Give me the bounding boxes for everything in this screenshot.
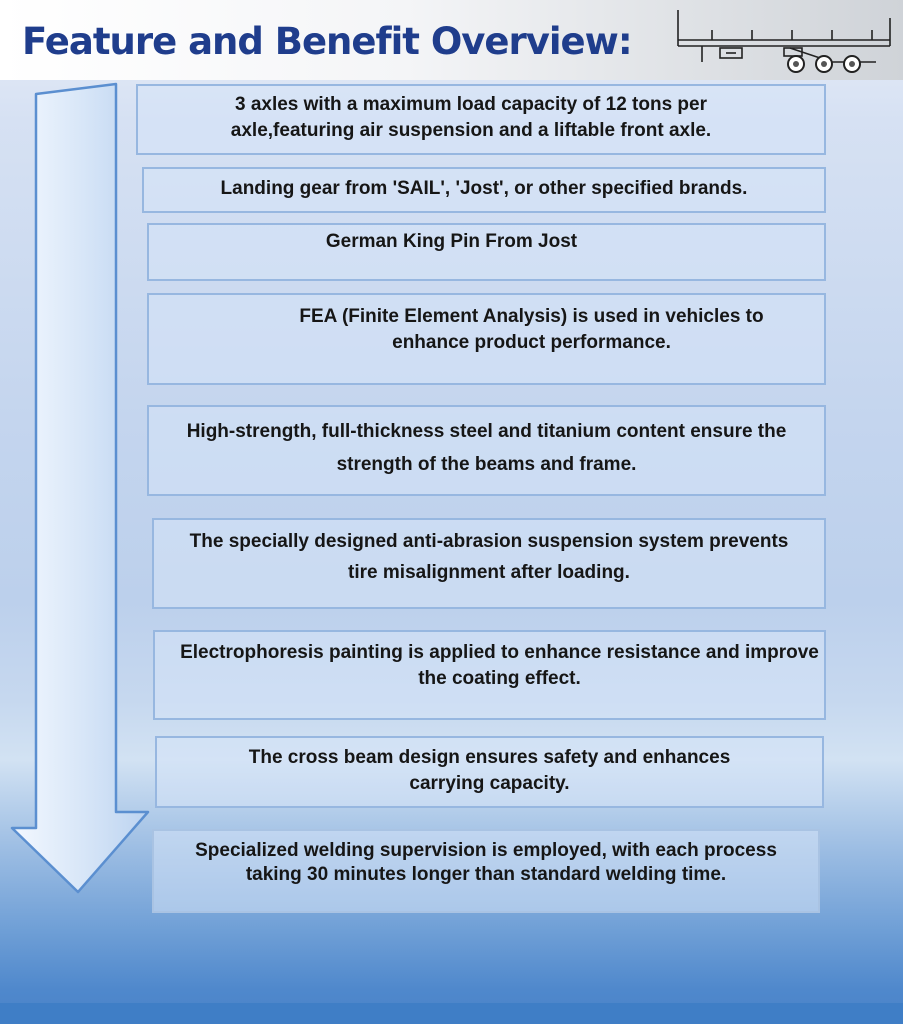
feature-card: [152, 829, 820, 913]
feature-text: German King Pin From Jost: [325, 231, 578, 252]
feature-card: [147, 223, 826, 281]
feature-card: [155, 736, 824, 808]
feature-card: [142, 167, 826, 213]
feature-text: Specialized welding supervision is employed, with each process taking 30 minutes longer than standard welding time.: [195, 840, 777, 885]
header-banner: [0, 0, 903, 80]
feature-card: [147, 293, 826, 385]
feature-card: [152, 518, 826, 609]
semi-trailer-icon: [672, 4, 894, 74]
page-title: Feature and Benefit Overview:: [22, 20, 632, 63]
feature-text: The specially designed anti-abrasion suspension system prevents tire misalignment after loading.: [189, 531, 789, 583]
feature-card: [153, 630, 826, 720]
feature-text: The cross beam design ensures safety and enhances carrying capacity.: [248, 747, 731, 794]
footer-band: [0, 1003, 903, 1024]
feature-card: [136, 84, 826, 155]
feature-card: [147, 405, 826, 496]
feature-text: High-strength, full-thickness steel and titanium content ensure the strength of the beams and frame.: [186, 421, 787, 475]
feature-text: Landing gear from 'SAIL', 'Jost', or other specified brands.: [220, 178, 748, 199]
feature-text: FEA (Finite Element Analysis) is used in vehicles to enhance product performance.: [299, 306, 764, 353]
feature-text: 3 axles with a maximum load capacity of 12 tons per axle,featuring air suspension and a liftable front axle.: [230, 94, 712, 141]
down-arrow-icon: [8, 80, 158, 900]
feature-text: Electrophoresis painting is applied to enhance resistance and improve the coating effect.: [180, 642, 819, 689]
